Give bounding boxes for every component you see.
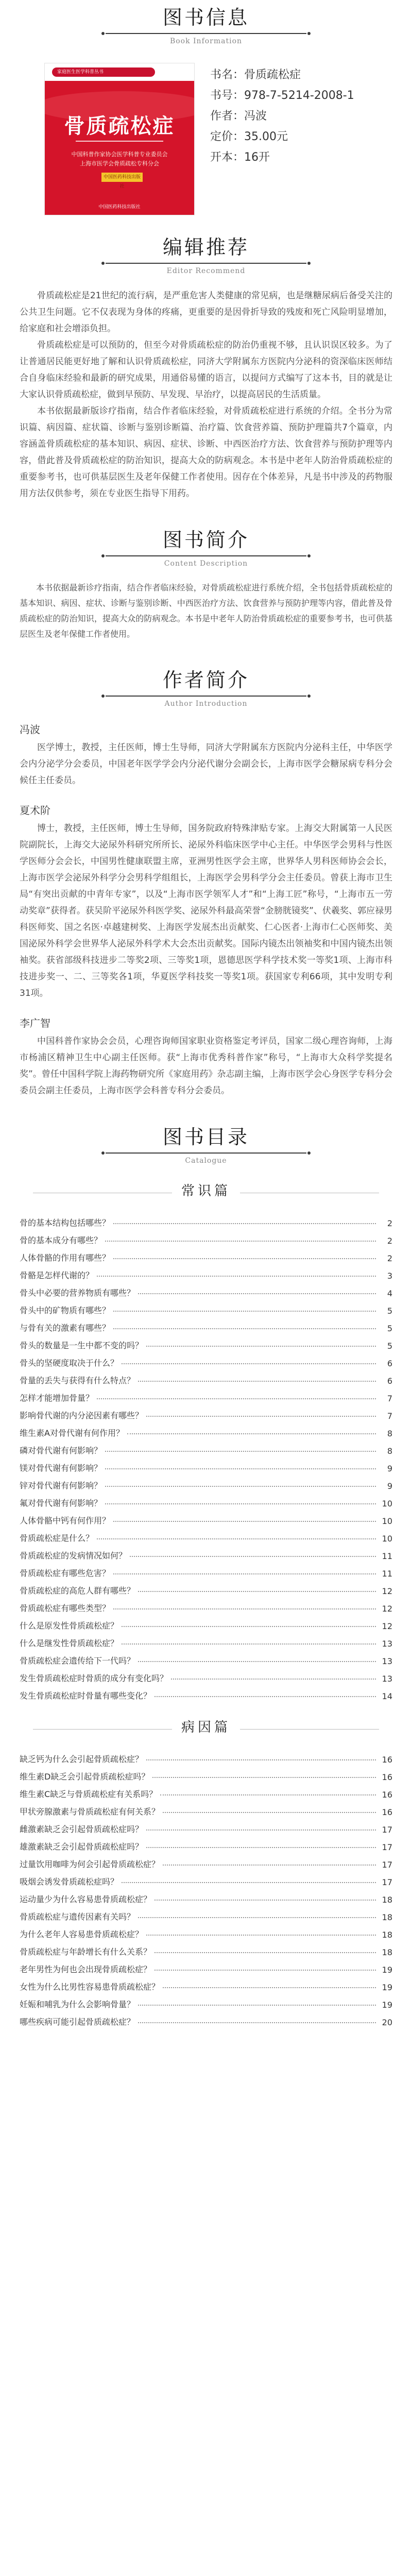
catalogue-item-page: 12 [382, 1586, 392, 1596]
catalogue-item-title: 骨质疏松症有哪些危害？ [20, 1568, 111, 1578]
catalogue-item-title: 维生素A对骨代谢有何作用？ [20, 1428, 124, 1438]
dot-leader [97, 1276, 376, 1277]
catalogue-part-title: 常识篇 [181, 1183, 231, 1199]
catalogue-item-page: 5 [387, 1306, 392, 1316]
catalogue-item[interactable] [20, 1403, 392, 1421]
dot-leader [113, 1328, 376, 1329]
catalogue-item-page: 12 [382, 1604, 392, 1614]
dot-leader [122, 1643, 376, 1645]
catalogue-list [20, 1747, 392, 2027]
catalogue-item-page: 7 [387, 1394, 392, 1403]
book-format: 开本：16开 [210, 151, 270, 164]
catalogue-item[interactable] [20, 1509, 392, 1526]
dot-leader [171, 1679, 376, 1680]
catalogue-item-title: 与骨有关的激素有哪些？ [20, 1323, 111, 1333]
catalogue-item[interactable] [20, 1228, 392, 1246]
catalogue-item[interactable] [20, 1211, 392, 1228]
catalogue-item-page: 2 [387, 1253, 392, 1263]
catalogue-item-title: 什么是继发性骨质疏松症？ [20, 1638, 119, 1648]
divider [106, 696, 306, 697]
dot-leader [122, 1626, 376, 1627]
catalogue-item-page: 18 [382, 1930, 392, 1940]
catalogue-item[interactable] [20, 1782, 392, 1800]
divider [106, 555, 306, 556]
catalogue-item[interactable] [20, 1281, 392, 1298]
catalogue-item[interactable] [20, 1765, 392, 1782]
catalogue-item-title: 骨质疏松症与年龄增长有什么关系？ [20, 1947, 152, 1957]
catalogue-item[interactable] [20, 1333, 392, 1351]
catalogue-item[interactable] [20, 1747, 392, 1765]
catalogue-item[interactable] [20, 1922, 392, 1940]
dot-leader [105, 1486, 376, 1487]
catalogue-item-title: 过量饮用咖啡为何会引起骨质疏松症？ [20, 1859, 160, 1869]
author-list [20, 721, 392, 1099]
dot-leader [113, 1223, 376, 1224]
catalogue-item-title: 磷对骨代谢有何影响？ [20, 1446, 102, 1455]
catalogue-item-page: 2 [387, 1236, 392, 1246]
dot-leader [146, 1847, 376, 1848]
catalogue-item[interactable] [20, 1666, 392, 1684]
dot-leader [146, 1346, 376, 1347]
catalogue-item-page: 9 [387, 1481, 392, 1491]
catalogue-item-title: 老年男性为何也会出现骨质疏松症？ [20, 1964, 152, 1974]
catalogue-item-page: 18 [382, 1912, 392, 1922]
dot-leader [113, 1608, 376, 1609]
catalogue-item-title: 甲状旁腺激素与骨质疏松症有何关系？ [20, 1807, 160, 1817]
catalogue-item[interactable] [20, 1368, 392, 1386]
catalogue-item[interactable] [20, 1316, 392, 1333]
dot-leader [130, 1556, 376, 1557]
catalogue-item-page: 18 [382, 1947, 392, 1957]
section-title: 图书信息 [162, 6, 249, 29]
catalogue-item[interactable] [20, 1421, 392, 1438]
dot-leader [138, 1917, 376, 1918]
catalogue-item[interactable] [20, 1957, 392, 1975]
catalogue-item-page: 16 [382, 1755, 392, 1765]
catalogue-list [20, 1211, 392, 1701]
cover-tag: 中国医药科技出版社 [101, 173, 143, 182]
catalogue-item-page: 5 [387, 1324, 392, 1333]
section-subtitle: Catalogue [185, 1157, 227, 1165]
catalogue-item-title: 骨量的丢失与获得有什么特点？ [20, 1376, 135, 1385]
table-of-contents [20, 1180, 392, 2027]
catalogue-item-title: 女性为什么比男性容易患骨质疏松症？ [20, 1982, 160, 1992]
catalogue-item-title: 骨质疏松症有哪些类型？ [20, 1603, 111, 1613]
section-subtitle: Editor Recommend [166, 267, 246, 275]
catalogue-item-title: 骨的基本成分有哪些？ [20, 1235, 102, 1245]
catalogue-item-title: 影响骨代谢的内分泌因素有哪些？ [20, 1411, 144, 1420]
dot-leader [152, 1777, 376, 1778]
catalogue-item-title: 妊娠和哺乳为什么会影响骨量？ [20, 1999, 135, 2009]
catalogue-item-page: 12 [382, 1621, 392, 1631]
editor-paragraph: 本书依据最新版诊疗指南，结合作者临床经验，对骨质疏松症进行系统的介绍。全书分为常识篇、病因篇、症状篇、诊断与鉴别诊断篇、治疗篇、饮食营养篇、预防护理篇共7个篇章，内容涵盖骨质疏松症的基本知识、病因、症状、诊断、中西医治疗方法、饮食营养与预防护理等内容，借此普及骨质疏松症的防治知识，提高大众的防病观念。本书是中老年人防治骨质疏松症的重要参考书，也可供基层医生及老年保健工作者使用。因存在个体差异，凡是书中涉及的药物服用方法仅供参考，须在专业医生指导下用药。 [20, 406, 392, 499]
dot-leader [113, 1573, 376, 1574]
divider [106, 33, 306, 34]
catalogue-item-title: 骨头的坚硬度取决于什么？ [20, 1358, 119, 1368]
book-title: 书名：骨质疏松症 [210, 69, 301, 81]
catalogue-item-title: 骨头中的矿物质有哪些？ [20, 1306, 111, 1315]
section-title: 图书简介 [162, 529, 249, 551]
catalogue-item[interactable] [20, 1631, 392, 1649]
catalogue-part-title: 病因篇 [181, 1720, 231, 1735]
divider [240, 1729, 379, 1730]
catalogue-item-title: 哪些疾病可能引起骨质疏松症？ [20, 2017, 135, 2027]
catalogue-item-page: 11 [382, 1551, 392, 1561]
catalogue-item-title: 镁对骨代谢有何影响？ [20, 1463, 102, 1473]
catalogue-item[interactable] [20, 1561, 392, 1579]
catalogue-item[interactable] [20, 1526, 392, 1544]
section-subtitle: Author Introduction [164, 700, 248, 708]
catalogue-item[interactable] [20, 1263, 392, 1281]
author-name: 李广智 [20, 1017, 50, 1029]
dot-leader [113, 1311, 376, 1312]
catalogue-item-title: 骨骼是怎样代谢的？ [20, 1270, 94, 1280]
dot-leader [113, 1521, 376, 1522]
divider [33, 1729, 172, 1730]
dot-leader [163, 1987, 376, 1988]
catalogue-item-title: 发生骨质疏松症时骨质的成分有变化吗？ [20, 1673, 168, 1683]
catalogue-item-page: 10 [382, 1499, 392, 1509]
catalogue-item-title: 雄激素缺乏会引起骨质疏松症吗？ [20, 1842, 144, 1852]
cover-title: 骨质疏松症 [64, 114, 175, 138]
catalogue-item[interactable] [20, 1940, 392, 1957]
catalogue-item-title: 人体骨骼的作用有哪些？ [20, 1253, 111, 1263]
dot-leader [105, 1241, 376, 1242]
catalogue-item-page: 11 [382, 1569, 392, 1579]
catalogue-item-title: 骨头中必要的营养物质有哪些？ [20, 1288, 135, 1298]
dot-leader [138, 1293, 376, 1294]
editor-paragraph: 骨质疏松症是21世纪的流行病，是严重危害人类健康的常见病，也是继糖尿病后备受关注的公共卫生问题。它不仅表现为身体的疼痛，更重要的是因骨折导致的残废和死亡风险明显增加，给家庭和社会增添负担。 [20, 291, 392, 334]
catalogue-item-page: 8 [387, 1429, 392, 1438]
catalogue-item-page: 10 [382, 1534, 392, 1544]
catalogue-item[interactable] [20, 1887, 392, 1905]
catalogue-item-page: 17 [382, 1860, 392, 1870]
catalogue-item-page: 7 [387, 1411, 392, 1421]
catalogue-item-page: 6 [387, 1376, 392, 1386]
catalogue-item-title: 运动量少为什么容易患骨质疏松症？ [20, 1894, 152, 1904]
catalogue-item[interactable] [20, 1852, 392, 1870]
catalogue-item-page: 6 [387, 1359, 392, 1368]
catalogue-item[interactable] [20, 1800, 392, 1817]
author-name: 夏术阶 [20, 804, 50, 817]
dot-leader [138, 1381, 376, 1382]
dot-leader [138, 1661, 376, 1662]
catalogue-item[interactable] [20, 1817, 392, 1835]
catalogue-item-page: 19 [382, 1982, 392, 1992]
catalogue-item-page: 16 [382, 1807, 392, 1817]
catalogue-item-page: 3 [387, 1271, 392, 1281]
catalogue-item-title: 骨的基本结构包括哪些？ [20, 1218, 111, 1228]
catalogue-item-title: 骨质疏松症是什么？ [20, 1533, 94, 1543]
book-cover [44, 63, 195, 215]
section-title: 编辑推荐 [162, 236, 249, 259]
catalogue-item-page: 14 [382, 1691, 392, 1701]
catalogue-item[interactable] [20, 1491, 392, 1509]
catalogue-item-page: 10 [382, 1516, 392, 1526]
book-price: 定价：35.00元 [210, 130, 288, 143]
book-meta [210, 63, 354, 223]
dot-leader [154, 1900, 376, 1901]
catalogue-item-page: 13 [382, 1639, 392, 1649]
dot-leader [97, 1398, 376, 1399]
catalogue-item-page: 4 [387, 1289, 392, 1298]
catalogue-item-title: 骨质疏松症的高危人群有哪些？ [20, 1586, 135, 1596]
dot-leader [146, 1759, 376, 1760]
dot-leader [146, 1416, 376, 1417]
catalogue-item-page: 17 [382, 1825, 392, 1835]
catalogue-item-title: 怎样才能增加骨量？ [20, 1393, 94, 1403]
catalogue-item-page: 18 [382, 1895, 392, 1905]
divider [106, 263, 306, 264]
catalogue-item[interactable] [20, 1544, 392, 1561]
catalogue-item-page: 16 [382, 1772, 392, 1782]
dot-leader [146, 1829, 376, 1831]
catalogue-item[interactable] [20, 1386, 392, 1403]
catalogue-item[interactable] [20, 1649, 392, 1666]
section-heading-editor [20, 230, 392, 275]
catalogue-item-page: 5 [387, 1341, 392, 1351]
catalogue-item[interactable] [20, 1456, 392, 1473]
dot-leader [105, 1503, 376, 1504]
catalogue-part-heading [20, 1180, 392, 1199]
catalogue-item[interactable] [20, 1992, 392, 2010]
series-label: 家庭医生医学科普丛书 [52, 67, 155, 77]
section-title: 作者简介 [162, 669, 249, 691]
catalogue-item[interactable] [20, 1905, 392, 1922]
dot-leader [154, 1952, 376, 1953]
section-heading-intro [20, 522, 392, 568]
section-subtitle: Content Description [164, 560, 248, 568]
catalogue-item[interactable] [20, 1351, 392, 1368]
divider [106, 1153, 306, 1154]
catalogue-item-title: 吸烟会诱发骨质疏松症吗？ [20, 1877, 119, 1887]
book-info [20, 63, 392, 223]
dot-leader [154, 1696, 376, 1697]
catalogue-item-title: 发生骨质疏松症时骨量有哪些变化？ [20, 1691, 152, 1701]
catalogue-item-title: 雌激素缺乏会引起骨质疏松症吗？ [20, 1824, 144, 1834]
dot-leader [122, 1882, 376, 1883]
book-intro [20, 580, 392, 642]
author-bio: 博士，教授，主任医师，博士生导师，国务院政府特殊津贴专家。上海交大附属第一人民医院副院长，上海交大泌尿外科研究所所长、泌尿外科临床医学中心主任。中华医学会男科与性医学医师分会会长，中国男性健康联盟主席，亚洲男性医学会主席，世界华人男科医师协会会长，上海市医学会泌尿外科学分会男科学组组长，上海医学会男科学分会主任委员。曾获上海市卫生局“有突出贡献的中青年专家”，以及“上海市医学领军人才”和“上海工匠”称号，“上海市五一劳动奖章”获得者。获吴阶平泌尿外科医学奖、泌尿外科最高荣誉“金膀胱镜奖”、伏羲奖、郭应禄男科医师奖、国之名医·卓越建树奖、上海医学发展杰出贡献奖、仁心医者·上海市仁心医师奖、美国泌尿外科学会世界华人泌尿外科学术大会杰出贡献奖。国际内镜杰出领袖奖和中国内镜杰出领袖奖。获省部级科技进步二等奖2项、三等奖1项，恩德思医学科学技术奖一等奖1项、上海市科技进步奖一、二、三等奖各1项，华夏医学科技奖一等奖1项。获国家专利66项，其中发明专利31项。 [20, 823, 392, 998]
catalogue-item-title: 骨头的数量是一生中都不变的吗？ [20, 1341, 144, 1350]
catalogue-item[interactable] [20, 2010, 392, 2027]
dot-leader [138, 2022, 376, 2023]
book-isbn: 书号：978-7-5214-2008-1 [210, 89, 354, 102]
catalogue-item-title: 为什么老年人容易患骨质疏松症？ [20, 1929, 144, 1939]
section-heading-catalogue [20, 1120, 392, 1165]
catalogue-item[interactable] [20, 1614, 392, 1631]
catalogue-item[interactable] [20, 1438, 392, 1456]
catalogue-item-page: 17 [382, 1877, 392, 1887]
dot-leader [97, 1538, 376, 1539]
catalogue-item-page: 2 [387, 1218, 392, 1228]
catalogue-item[interactable] [20, 1473, 392, 1491]
catalogue-item-title: 缺乏钙为什么会引起骨质疏松症？ [20, 1754, 144, 1764]
catalogue-item[interactable] [20, 1596, 392, 1614]
section-title: 图书目录 [162, 1126, 249, 1148]
dot-leader [154, 1970, 376, 1971]
section-heading-book-info [20, 0, 392, 45]
book-author: 作者：冯波 [210, 110, 267, 123]
dot-leader [105, 1468, 376, 1469]
catalogue-item-page: 13 [382, 1674, 392, 1684]
catalogue-item-title: 维生素D缺乏会引起骨质疏松症吗？ [20, 1772, 150, 1782]
dot-leader [122, 1363, 376, 1364]
catalogue-item-page: 17 [382, 1842, 392, 1852]
catalogue-item[interactable] [20, 1246, 392, 1263]
catalogue-item-title: 骨质疏松症与遗传因素有关吗？ [20, 1912, 135, 1922]
catalogue-item-page: 19 [382, 2000, 392, 2010]
catalogue-item-title: 人体骨骼中钙有何作用？ [20, 1516, 111, 1526]
dot-leader [138, 2005, 376, 2006]
section-heading-author [20, 663, 392, 708]
author-bio: 医学博士，教授，主任医师，博士生导师，同济大学附属东方医院内分泌科主任，中华医学会内分泌学分会委员，中国老年医学学会内分泌代谢分会副会长，上海市医学会糖尿病专科分会候任主任委员。 [20, 742, 392, 786]
catalogue-item[interactable] [20, 1684, 392, 1701]
catalogue-item-page: 8 [387, 1446, 392, 1456]
catalogue-item-title: 锌对骨代谢有何影响？ [20, 1481, 102, 1490]
editor-recommendation [20, 287, 392, 502]
catalogue-item-page: 9 [387, 1464, 392, 1473]
dot-leader [113, 1258, 376, 1259]
catalogue-item-page: 16 [382, 1790, 392, 1800]
catalogue-item[interactable] [20, 1579, 392, 1596]
catalogue-item-title: 维生素C缺乏与骨质疏松症有关系吗？ [20, 1789, 158, 1799]
catalogue-item-page: 20 [382, 2018, 392, 2027]
dot-leader [146, 1935, 376, 1936]
catalogue-item-page: 13 [382, 1656, 392, 1666]
cover-subtitle: 中国科普作家协会医学科普专业委员会 上海市医学会骨质疏松专科分会 [71, 151, 168, 167]
catalogue-item-title: 氟对骨代谢有何影响？ [20, 1498, 102, 1508]
editor-paragraph: 骨质疏松症是可以预防的，但至今对骨质疏松症的防治仍重视不够，且认识误区较多。为了让普通居民能更好地了解和认识骨质疏松症，同济大学附属东方医院内分泌科的资深临床医师结合自身临床经验和最新的研究成果，用通俗易懂的语言，以提问方式编写了这本书，目的就是让大家认识骨质疏松症，做到早预防、早发现、早治疗，以提高居民的生活质量。 [20, 340, 392, 400]
catalogue-item-title: 骨质疏松症会遗传给下一代吗？ [20, 1656, 135, 1666]
catalogue-item-page: 19 [382, 1965, 392, 1975]
cover-publisher: 中国医药科技出版社 [98, 205, 141, 210]
catalogue-part-heading [20, 1717, 392, 1736]
catalogue-item[interactable] [20, 1835, 392, 1852]
dot-leader [127, 1433, 376, 1434]
dot-leader [163, 1812, 376, 1813]
intro-paragraph: 本书依据最新诊疗指南，结合作者临床经验，对骨质疏松症进行系统介绍，全书包括骨质疏松症的基本知识、病因、症状、诊断与鉴别诊断、中西医治疗方法、饮食营养与预防护理等内容，借此普及骨质疏松症的防治知识，提高大众的防病观念。本书是中老年人防治骨质疏松症的重要参考书，也可供基层医生及老年保健工作者使用。 [20, 583, 392, 639]
dot-leader [160, 1794, 376, 1795]
catalogue-item-title: 骨质疏松症的发病情况如何？ [20, 1551, 127, 1561]
section-subtitle: Book Information [169, 37, 243, 45]
catalogue-item[interactable] [20, 1975, 392, 1992]
dot-leader [105, 1451, 376, 1452]
dot-leader [138, 1591, 376, 1592]
catalogue-item-title: 什么是原发性骨质疏松症？ [20, 1621, 119, 1631]
author-bio: 中国科普作家协会会员，心理咨询师国家职业资格鉴定考评员，国家二级心理咨询师，上海市杨浦区精神卫生中心副主任医师。获“上海市优秀科普作家”称号，“上海市大众科学奖提名奖”。曾任中国科学院上海药物研究所《家庭用药》杂志副主编，上海市医学会心身医学专科分会委员会副主任委员，上海市医学会科普专科分会委员。 [20, 1036, 392, 1096]
dot-leader [163, 1865, 376, 1866]
catalogue-item[interactable] [20, 1870, 392, 1887]
author-name: 冯波 [20, 723, 40, 736]
catalogue-item[interactable] [20, 1298, 392, 1316]
